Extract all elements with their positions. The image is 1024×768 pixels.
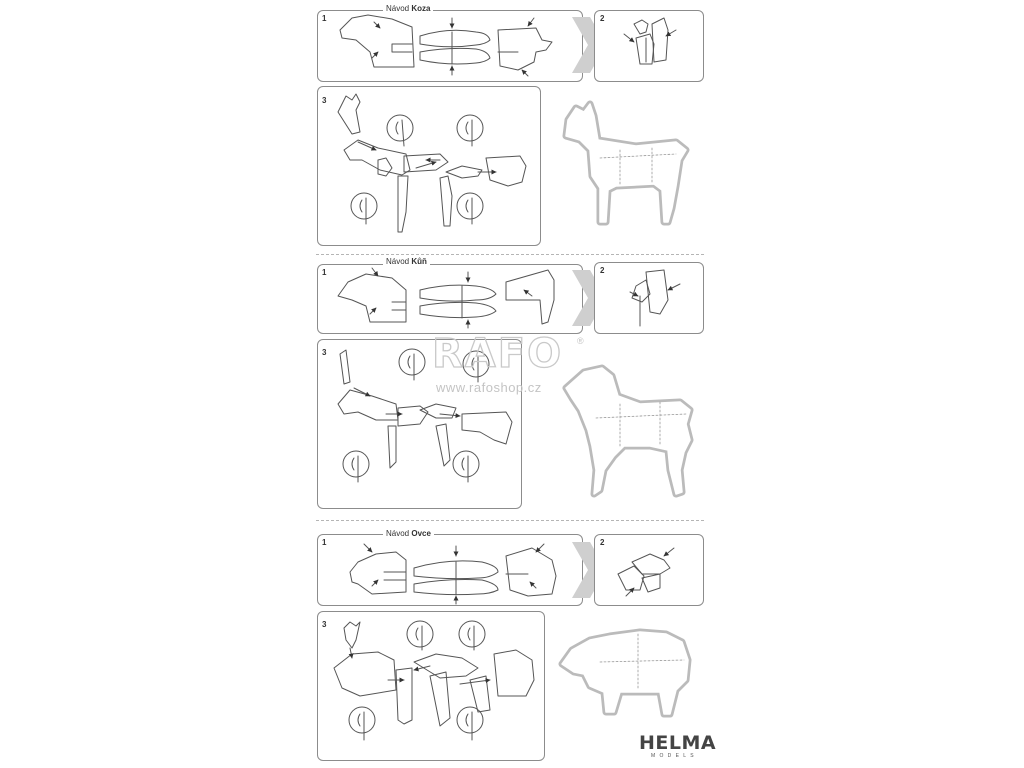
koza-title-prefix: Návod — [386, 4, 410, 13]
koza-step1-number: 1 — [322, 14, 327, 23]
ovce-step2-parts — [618, 554, 670, 592]
ovce-step1-body-slice — [414, 561, 498, 595]
horse-final-model-inner — [566, 368, 690, 494]
koza-step1-head-piece — [340, 15, 414, 67]
koza-step2-number: 2 — [600, 14, 605, 23]
ovce-step1-head-piece — [350, 552, 406, 594]
kun-step2-parts — [632, 270, 668, 326]
koza-step1-rear-piece — [498, 28, 552, 70]
watermark-registered-mark: ® — [577, 336, 584, 346]
ovce-step2-number: 2 — [600, 538, 605, 547]
ovce-step1-rear-piece — [506, 548, 556, 596]
ovce-step3-number: 3 — [322, 620, 327, 629]
ovce-step3-assembly — [334, 622, 534, 726]
koza-step3-number: 3 — [322, 96, 327, 105]
ovce-detail-circles — [349, 621, 485, 740]
kun-step2-number: 2 — [600, 266, 605, 275]
koza-step2-parts — [634, 18, 668, 64]
watermark-logo: RAFO — [432, 331, 564, 377]
watermark-url: www.rafoshop.cz — [436, 380, 542, 395]
koza-step1-body-slice — [420, 30, 490, 64]
ovce-title-prefix: Návod — [386, 529, 410, 538]
kun-title-name: Kůň — [411, 257, 427, 266]
brand-logo: HELMA — [639, 732, 717, 754]
kun-title-prefix: Návod — [386, 257, 410, 266]
koza-detail-circles — [351, 115, 483, 224]
kun-step1-rear-piece — [506, 270, 554, 324]
kun-step1-body-slice — [420, 285, 496, 318]
goat-final-model-inner — [566, 104, 686, 222]
kun-step3-number: 3 — [322, 348, 327, 357]
sheep-final-model-inner — [562, 632, 688, 714]
kun-step1-number: 1 — [322, 268, 327, 277]
ovce-step1-number: 1 — [322, 538, 327, 547]
koza-title-name: Koza — [411, 4, 431, 13]
kun-step1-head-piece — [338, 274, 406, 322]
brand-subtitle: MODELS — [651, 753, 698, 759]
ovce-title-name: Ovce — [411, 529, 431, 538]
